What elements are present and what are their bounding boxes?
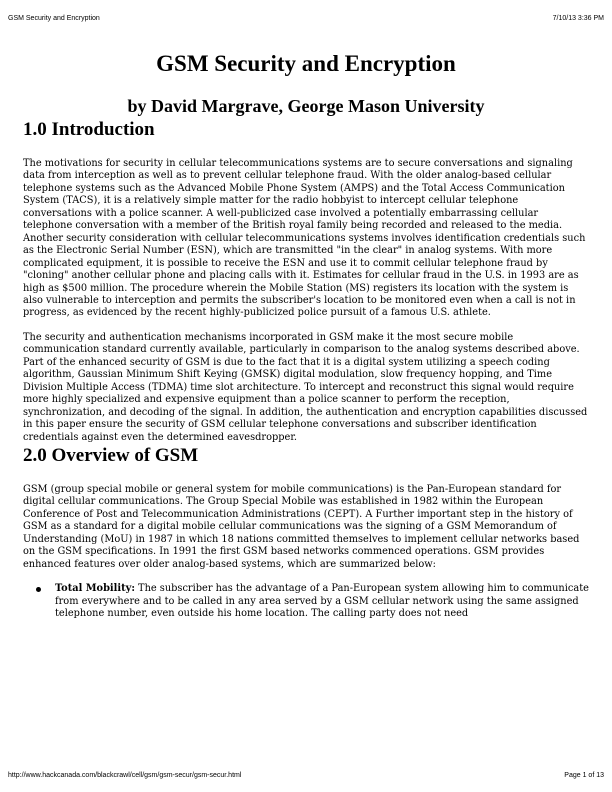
footer-url: http://www.hackcanada.com/blackcrawl/cell/gsm/gsm-secur/gsm-secur.html: [8, 772, 242, 779]
paragraph: GSM (group special mobile or general system for mobile communications) is the Pan-European standard for digital cellular communications. The Group Special Mobile was established in 1982 within the European Conference of Post and Telecommunication Administrations (CEPT). A Further important step in the history of GSM as a standard for a digital mobile cellular communications was the signing of a GSM Memorandum of Understanding (MoU) in 1987 in which 18 nations committed themselves to implement cellular networks based on the GSM specifications. In 1991 the first GSM based networks commenced operations. GSM provides enhanced features over older analog-based systems, which are summarized below:: [23, 483, 580, 570]
print-footer: [8, 772, 604, 784]
print-header: [8, 15, 604, 27]
list-item-text: The subscriber has the advantage of a Pan-European system allowing him to communicate from everywhere and to be called in any area served by a GSM cellular network using the same assigned telephone number, even outside his home location. The calling party does not need: [55, 583, 589, 620]
list-item-term: Total Mobility:: [55, 583, 135, 595]
header-timestamp: 7/10/13 3:36 PM: [552, 15, 604, 22]
header-page-title: GSM Security and Encryption: [8, 15, 100, 22]
paragraph: The security and authentication mechanisms incorporated in GSM make it the most secure mobile communication standard currently available, particularly in comparison to the analog systems described above. Part of the enhanced security of GSM is due to the fact that it is a digital system utilizing a speech coding algorithm, Gaussian Minimum Shift Keying (GMSK) digital modulation, slow frequency hopping, and Time Division Multiple Access (TDMA) time slot architecture. To intercept and reconstruct this signal would require more highly specialized and expensive equipment than a police scanner to perform the reception, synchronization, and decoding of the signal. In addition, the authentication and encryption capabilities discussed in this paper ensure the security of GSM cellular telephone conversations and subscriber identification credentials against even the determined eavesdropper.: [23, 331, 588, 443]
paragraph: The motivations for security in cellular telecommunications systems are to secure conversations and signaling data from interception as well as to prevent cellular telephone fraud. With the older analog-based cellular telephone systems such as the Advanced Mobile Phone System (AMPS) and the Total Access Communication System (TACS), it is a relatively simple matter for the radio hobbyist to intercept cellular telephone conversations with a police scanner. A well-publicized case involved a potentially embarrassing cellular telephone conversation with a member of the British royal family being recorded and released to the media. Another security consideration with cellular telecommunications systems involves identification credentials such as the Electronic Serial Number (ESN), which are transmitted "in the clear" in analog systems. With more complicated equipment, it is possible to receive the ESN and use it to commit cellular telephone fraud by "cloning" another cellular phone and placing calls with it. Estimates for cellular fraud in the U.S. in 1993 are as high as $500 million. The procedure wherein the Mobile Station (MS) registers its location with the system is also vulnerable to interception and permits the subscriber's location to be monitored even when a call is not in progress, as evidenced by the recent highly-publicized police pursuit of a famous U.S. athlete.: [23, 158, 586, 319]
list-item: [55, 583, 589, 620]
section-heading-overview: 2.0 Overview of GSM: [23, 444, 199, 466]
section-heading-introduction: 1.0 Introduction: [23, 119, 155, 140]
footer-page-number: Page 1 of 13: [564, 772, 604, 779]
document-title: GSM Security and Encryption: [156, 51, 456, 76]
document-byline: by David Margrave, George Mason University: [127, 96, 485, 116]
document-body: [23, 48, 589, 621]
feature-list: [23, 583, 589, 620]
bullet-icon: [36, 587, 41, 592]
